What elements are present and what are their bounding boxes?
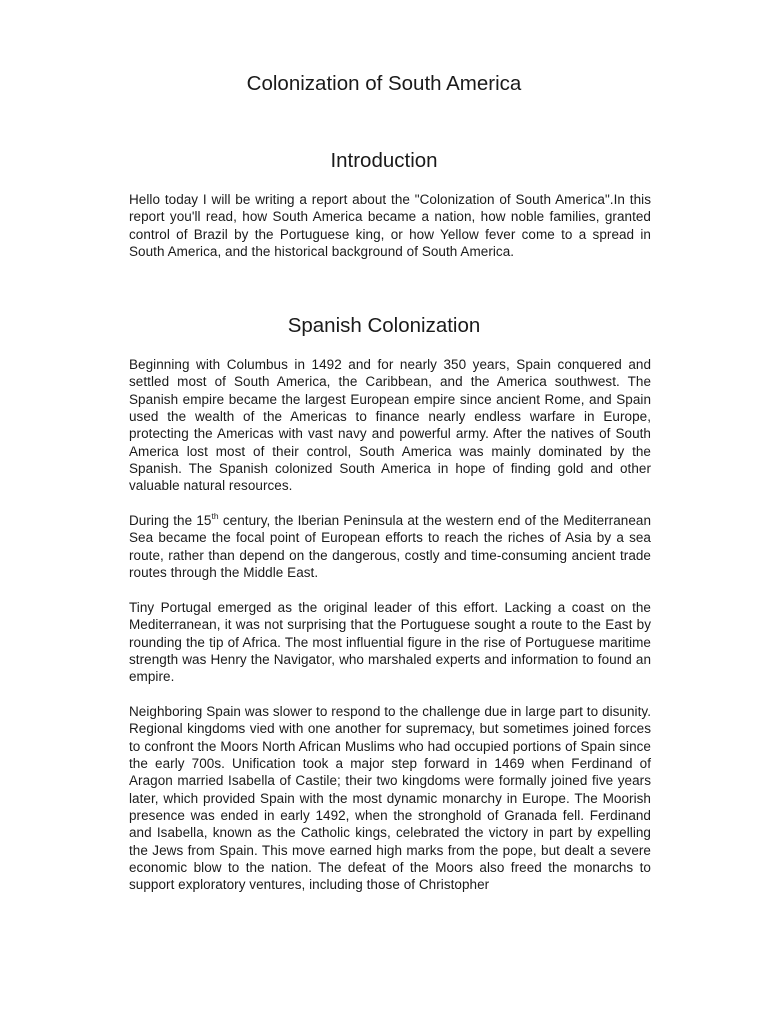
ordinal-superscript: th: [211, 510, 219, 521]
spanish-paragraph-3: Tiny Portugal emerged as the original leader of this effort. Lacking a coast on the Mediterranean, it was not surprising that the Portuguese sought a route to the East by rounding the tip of Africa. The most influential figure in the rise of Portuguese maritime strength was Henry the Navigator, who marshaled experts and information to found an empire.: [129, 600, 651, 685]
paragraph-text-before: During the 15: [129, 513, 212, 528]
introduction-paragraph: Hello today I will be writing a report about the "Colonization of South America".In this report you'll read, how South America became a nation, how noble families, granted control of Brazil by the Portuguese king, or how Yellow fever come to a spread in South America, and the historical background of South America.: [129, 192, 651, 260]
paragraph-text-after: century, the Iberian Peninsula at the western end of the Mediterranean Sea became the focal point of European efforts to reach the riches of Asia by a sea route, rather than depend on the dangerous, costly and time-consuming ancient trade routes through the Middle East.: [129, 513, 652, 581]
spanish-paragraph-1: Beginning with Columbus in 1492 and for nearly 350 years, Spain conquered and settled most of South America, the Caribbean, and the America southwest. The Spanish empire became the largest European empire since ancient Rome, and Spain used the wealth of the Americas to finance nearly endless warfare in Europe, protecting the Americas with vast navy and powerful army. After the natives of South America lost most of their control, South America was mainly dominated by the Spanish. The Spanish colonized South America in hope of finding gold and other valuable natural resources.: [129, 357, 651, 494]
spanish-paragraph-4: Neighboring Spain was slower to respond to the challenge due in large part to disunity. Regional kingdoms vied with one another for supremacy, but sometimes joined forces to confront the Moors North African Muslims who had occupied portions of Spain since the early 700s. Unification took a major step forward in 1469 when Ferdinand of Aragon married Isabella of Castile; their two kingdoms were formally joined five years later, which provided Spain with the most dynamic monarchy in Europe. The Moorish presence was ended in early 1492, when the stronghold of Granada fell. Ferdinand and Isabella, known as the Catholic kings, celebrated the victory in part by expelling the Jews from Spain. This move earned high marks from the pope, but dealt a severe economic blow to the nation. The defeat of the Moors also freed the monarchs to support exploratory ventures, including those of Christopher: [129, 704, 651, 893]
section-heading-spanish-colonization: Spanish Colonization: [287, 314, 481, 337]
document-title: Colonization of South America: [246, 72, 522, 95]
section-heading-introduction: Introduction: [330, 149, 438, 172]
spanish-paragraph-2: [129, 512, 651, 581]
